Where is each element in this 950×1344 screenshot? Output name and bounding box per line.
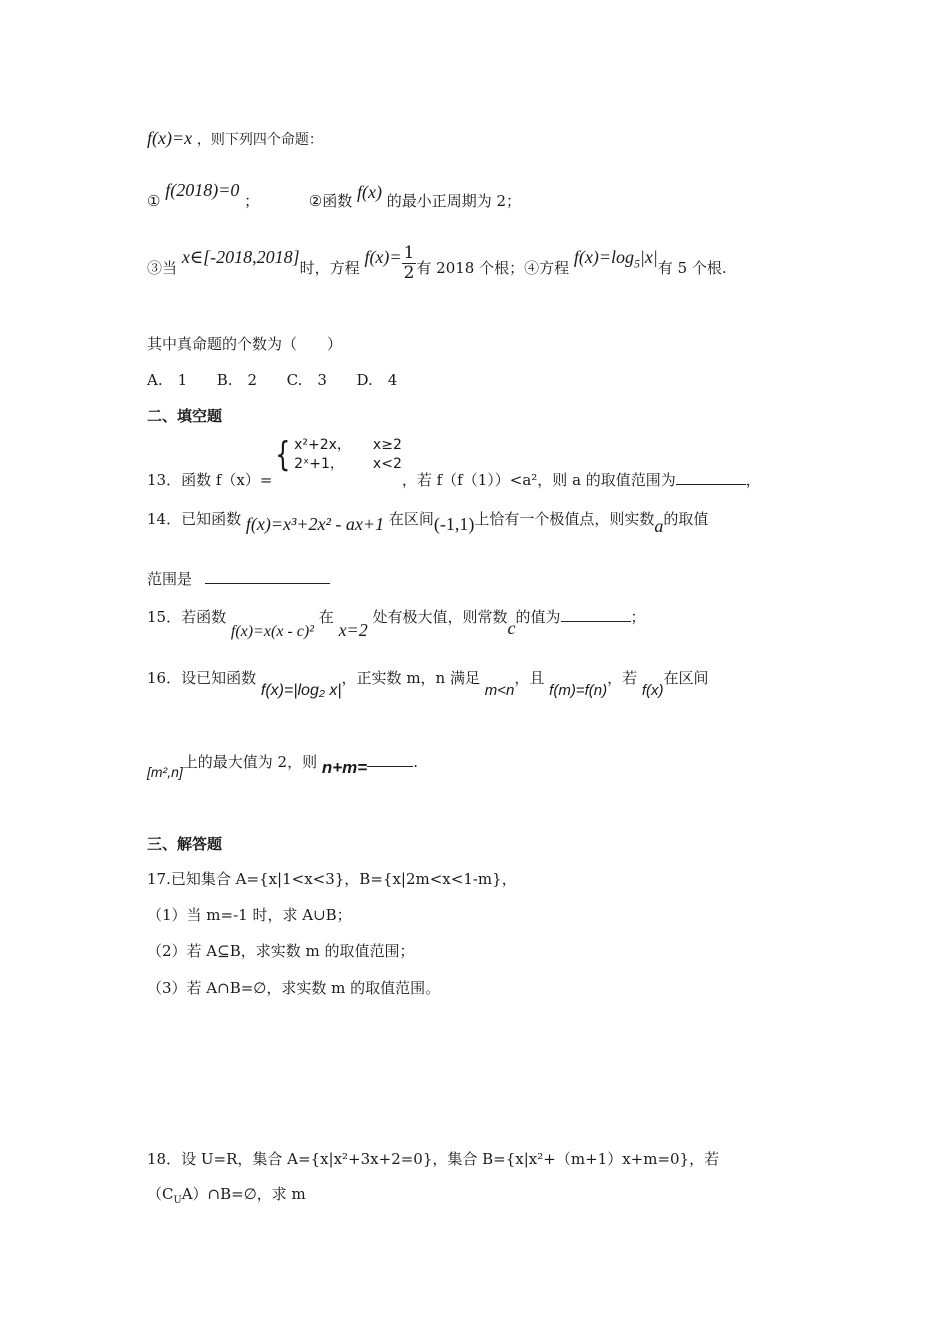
q16-text2: ，且	[514, 669, 545, 687]
q15-function: f(x)=x(x - c)²	[230, 623, 314, 640]
q14-end: 的取值	[663, 510, 709, 528]
q13-middle: ，若 f（f（1））<a²，则 a 的取值范围为	[401, 470, 676, 489]
q18-complement-open: （C	[147, 1185, 174, 1203]
q17-sub3: （3）若 A∩B=∅，求实数 m 的取值范围。	[147, 979, 441, 997]
proposition-line-1-2	[147, 180, 522, 212]
q17-heading: 17.已知集合 A={x|1<x<3}，B={x|2m<x<1-m}，	[147, 870, 517, 888]
q12-question: 其中真命题的个数为（ ）	[147, 335, 343, 353]
prop4-mark: ④	[524, 259, 540, 278]
section-title-fill-in: 二、填空题	[147, 407, 223, 425]
q16-ask: n+m=	[321, 758, 368, 777]
q14-post: 上恰有一个极值点，则实数	[474, 510, 655, 528]
prop4-prefix: 方程	[539, 259, 570, 278]
q13-prefix: 函数 f（x）=	[181, 470, 273, 489]
prop4-function: $f(x)=\log_5|x|$	[573, 247, 658, 271]
prop2-function: f(x)	[356, 182, 382, 202]
q13-case1-expr: x²+2x，	[294, 437, 351, 453]
prop3-condition: x∈[-2018,2018]	[181, 247, 300, 268]
q13-case1-cond: x≥2	[372, 437, 402, 453]
prop3-function: f(x)=	[364, 247, 402, 268]
q14-prefix: 已知函数	[181, 510, 242, 528]
q13-number: 13．	[147, 470, 182, 489]
q14-range-label: 范围是	[147, 570, 193, 588]
prop3-mark: ③	[147, 259, 163, 278]
q18-universal-subscript: U	[173, 1195, 182, 1206]
q13	[147, 434, 761, 489]
prop3-fraction	[402, 244, 417, 282]
prop4-post: 有 5 个根.	[657, 259, 727, 278]
q15	[147, 606, 646, 640]
prop3-post: 有 2018 个根；	[416, 259, 525, 278]
q14-interval: (-1,1)	[433, 514, 475, 534]
prop3-prefix: 当	[162, 259, 178, 278]
q15-prefix: 若函数	[181, 608, 227, 626]
q15-point: x=2	[338, 620, 368, 640]
intro-text: ，则下列四个命题：	[196, 132, 323, 148]
q12-option-d: D. 4	[356, 371, 398, 389]
q16-interval: [m²,n]	[147, 764, 183, 780]
q16-text1: ，正实数 m，n 满足	[341, 669, 480, 687]
proposition-line-3-4	[147, 243, 727, 288]
q12-option-b: B. 2	[216, 371, 258, 389]
q14-function: f(x)=x³+2x² - ax+1	[245, 514, 385, 534]
prop2-text: 的最小正周期为 2；	[386, 192, 522, 210]
q14-variable: a	[654, 516, 664, 536]
section-title-solutions: 三、解答题	[147, 835, 223, 853]
q13-case2-expr: 2ˣ+1，	[294, 455, 344, 472]
q15-variable: c	[507, 618, 516, 638]
q16-answer-blank	[367, 765, 413, 767]
prop1-separator: ；	[244, 192, 260, 210]
prop3-middle: 时，方程	[299, 259, 360, 278]
q17-sub2: （2）若 A⊆B，求实数 m 的取值范围；	[147, 942, 415, 960]
q15-post: 处有极大值，则常数	[372, 608, 508, 626]
q15-tail: ；	[630, 608, 646, 626]
prop1-mark: ①	[147, 192, 161, 210]
q14-answer-blank	[205, 582, 330, 584]
q15-number: 15．	[147, 608, 182, 626]
q13-answer-blank	[676, 483, 746, 485]
q13-case2-cond: x<2	[372, 455, 402, 472]
q13-brace: {	[275, 434, 291, 475]
q14-middle: 在区间	[388, 510, 434, 528]
q15-middle: 在	[318, 608, 334, 626]
q18-heading: 18．设 U=R，集合 A={x|x²+3x+2=0}，集合 B={x|x²+（m+1）x+m=0}，若	[147, 1150, 720, 1168]
q16-function-2: f(x)	[641, 682, 664, 699]
q14-line2	[147, 570, 330, 588]
q14	[147, 508, 709, 536]
prop3-denominator: 2	[403, 262, 415, 283]
q16-text5: 上的最大值为 2，则	[182, 753, 318, 771]
q16-number: 16．	[147, 669, 182, 687]
prop3-numerator: 1	[403, 243, 415, 263]
q14-number: 14．	[147, 510, 182, 528]
q15-answer-blank	[561, 620, 631, 622]
prop2-prefix: 函数	[322, 192, 353, 210]
q13-cases	[294, 436, 402, 474]
intro-function: f(x)=x	[147, 128, 193, 148]
prop2-mark: ②	[308, 192, 323, 210]
q18-line2	[147, 1185, 306, 1207]
q17-sub1: （1）当 m=-1 时，求 A∪B；	[147, 906, 352, 924]
q12-option-a: A. 1	[147, 371, 188, 389]
q12-options	[147, 371, 397, 389]
q16-text4: 在区间	[663, 669, 709, 687]
q18-condition: A）∩B=∅，求 m	[181, 1185, 306, 1203]
intro-line	[147, 128, 323, 150]
q16-equality: f(m)=f(n)	[549, 682, 608, 699]
q12-option-c: C. 3	[286, 371, 327, 389]
q16-relation: m<n	[484, 682, 515, 699]
q16-text3: ，若	[607, 669, 638, 687]
q13-post: ，	[745, 470, 761, 489]
q16-prefix: 设已知函数	[181, 669, 257, 687]
q16-end: .	[413, 753, 419, 771]
q16-function: f(x)=|log₂ x|	[260, 682, 342, 699]
q16	[147, 669, 709, 699]
prop1-equation: f(2018)=0	[165, 180, 240, 200]
q16-line2	[147, 752, 419, 780]
q15-end: 的值为	[515, 608, 561, 626]
